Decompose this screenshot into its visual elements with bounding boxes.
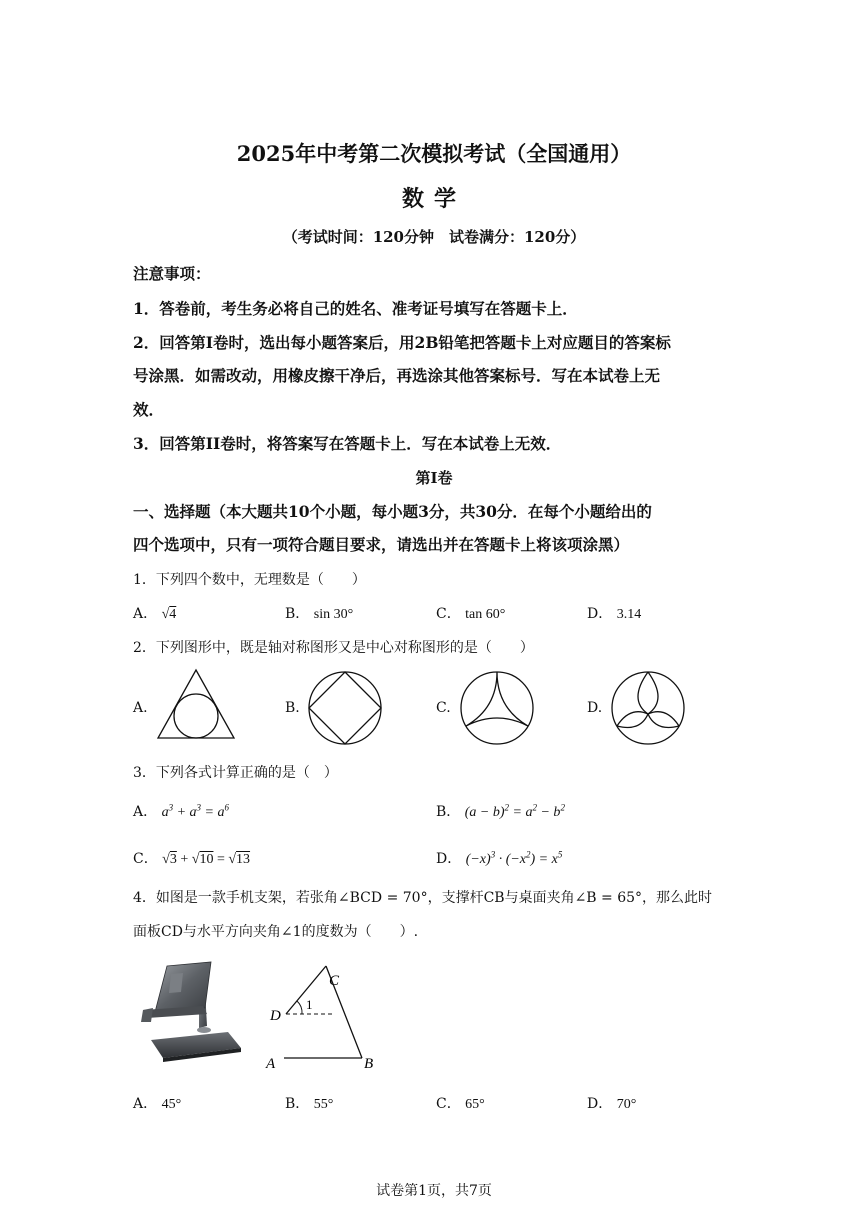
phone-stand-illustration	[133, 958, 245, 1066]
q4-option-b[interactable]	[285, 1093, 333, 1113]
subject-title: 数学	[401, 186, 466, 212]
q2-figure-d	[610, 670, 686, 746]
q3-option-a[interactable]	[133, 801, 229, 821]
q4-text-b: 面板CD与水平方向夹角∠1的度数为（ ）.	[133, 924, 419, 940]
q2-b-label[interactable]: B.	[285, 700, 300, 716]
note-3: 3．回答第II卷时，将答案写在答题卡上．写在本试卷上无效．	[133, 434, 562, 453]
q3-a-expr: $a^3 + a^3 = a^6$	[161, 802, 229, 820]
q2-a-label[interactable]: A.	[133, 700, 148, 716]
q4-text-a: 4．如图是一款手机支架，若张角∠BCD = 70°，支撑杆CB与桌面夹角∠B = 65°，那么此时	[133, 890, 713, 906]
q4-c-value: 65°	[465, 1097, 485, 1112]
q1-a-label: A．	[133, 606, 158, 622]
q1-option-c[interactable]	[436, 603, 505, 623]
q1-d-value: 3.14	[616, 607, 642, 622]
q3-b-expr: $(a - b)^2 = a^2 - b^2$	[464, 802, 565, 820]
note-2c: 效．	[133, 400, 165, 419]
q3-option-c[interactable]	[133, 848, 250, 868]
q3-c-expr: √3 + √10 = √13	[162, 852, 251, 867]
exam-time-info: （考试时间：120分钟 试卷满分：120分）	[282, 228, 586, 246]
section-heading-a: 一、选择题（本大题共10个小题，每小题3分，共30分．在每个小题给出的	[133, 502, 652, 521]
exam-title: 2025年中考第二次模拟考试（全国通用）	[236, 141, 632, 166]
note-2b: 号涂黑．如需改动，用橡皮擦干净后，再选涂其他答案标号．写在本试卷上无	[133, 366, 661, 385]
q3-d-label: D．	[436, 851, 462, 867]
sqrt-icon: √4	[161, 607, 177, 622]
q4-b-label: B．	[285, 1096, 310, 1112]
section-heading-b: 四个选项中，只有一项符合题目要求，请选出并在答题卡上将该项涂黑）	[133, 535, 630, 554]
q2-figure-c	[459, 670, 535, 746]
q3-option-d[interactable]	[436, 848, 562, 868]
page-footer: 试卷第1页，共7页	[376, 1183, 492, 1199]
q4-c-label: C．	[436, 1096, 461, 1112]
q2-c-label[interactable]: C.	[436, 700, 451, 716]
note-1: 1．答卷前，考生务必将自己的姓名、准考证号填写在答题卡上．	[133, 299, 578, 318]
label-b: B	[364, 1056, 374, 1072]
q3-a-label: A．	[133, 804, 158, 820]
q2-text: 2．下列图形中，既是轴对称图形又是中心对称图形的是（ ）	[133, 640, 534, 656]
q3-text: 3．下列各式计算正确的是（ ）	[133, 765, 338, 781]
q1-option-a[interactable]	[133, 603, 176, 623]
q1-b-value: sin 30°	[313, 607, 354, 622]
q1-option-d[interactable]	[587, 603, 641, 623]
q4-d-value: 70°	[616, 1097, 637, 1112]
q1-c-label: C．	[436, 606, 461, 622]
label-angle-1: 1	[306, 997, 313, 1012]
q1-b-label: B．	[285, 606, 310, 622]
q2-d-label[interactable]: D.	[587, 700, 603, 716]
q1-d-label: D．	[587, 606, 613, 622]
q4-option-d[interactable]	[587, 1093, 636, 1113]
q4-geometry-figure	[262, 962, 386, 1074]
q1-option-b[interactable]	[285, 603, 353, 623]
q1-a-value: 4	[169, 607, 177, 622]
q3-c-label: C．	[133, 851, 158, 867]
label-d: D	[270, 1008, 281, 1024]
q4-a-value: 45°	[161, 1097, 182, 1112]
q2-figure-a	[155, 667, 237, 741]
q4-b-value: 55°	[313, 1097, 334, 1112]
q1-text: 1．下列四个数中，无理数是（ ）	[133, 572, 366, 588]
q4-d-label: D．	[587, 1096, 613, 1112]
q3-b-label: B．	[436, 804, 461, 820]
q2-figure-b	[306, 669, 384, 747]
q3-d-expr: $(-x)^3 \cdot (-x^2) = x^5$	[465, 849, 563, 867]
q1-c-value: tan 60°	[465, 607, 506, 622]
q4-option-a[interactable]	[133, 1093, 181, 1113]
q4-a-label: A．	[133, 1096, 158, 1112]
q3-option-b[interactable]	[436, 801, 565, 821]
label-a: A	[266, 1056, 276, 1072]
notes-heading: 注意事项：	[133, 264, 211, 283]
q4-option-c[interactable]	[436, 1093, 485, 1113]
note-2a: 2．回答第I卷时，选出每小题答案后，用2B铅笔把答题卡上对应题目的答案标	[133, 333, 671, 352]
part-title: 第I卷	[415, 469, 453, 487]
label-c: C	[329, 973, 340, 989]
